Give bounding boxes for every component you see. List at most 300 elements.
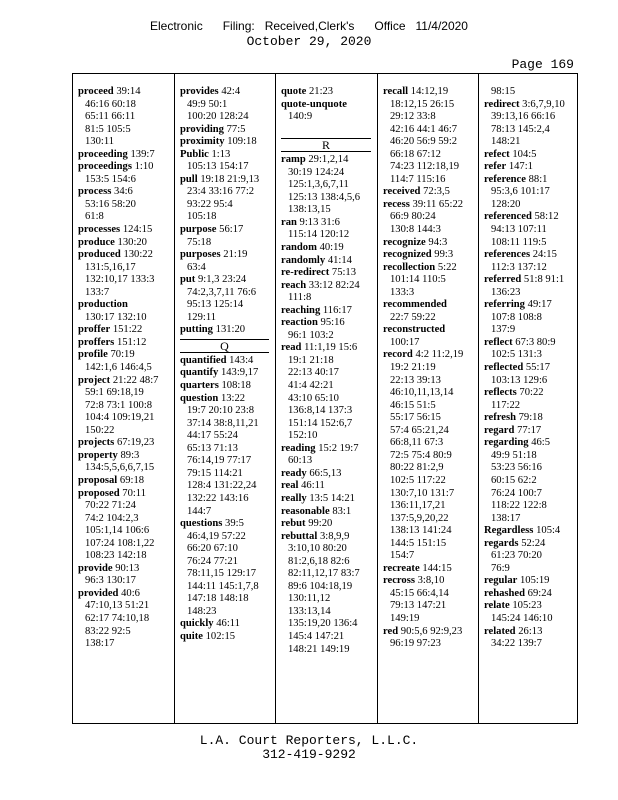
index-entry: [484, 274, 579, 287]
index-column: [73, 74, 174, 723]
page-line-refs: 60:13: [288, 455, 313, 467]
page-line-refs: 130:17 132:10: [85, 311, 147, 323]
page-line-refs: 136:23: [491, 286, 521, 298]
index-word: red: [383, 625, 399, 637]
index-entry: [484, 412, 579, 425]
page-line-refs: 49:17: [527, 299, 552, 311]
page-line-refs: 39:13,16 66:16: [491, 111, 556, 123]
index-entry: [78, 299, 174, 312]
page-line-refs: 96:1 103:2: [288, 329, 334, 341]
reporter-phone: 312-419-9292: [262, 747, 356, 762]
index-entry: [78, 588, 174, 601]
index-entry: [484, 149, 579, 162]
page-line-refs: 125:13 138:4,5,6: [288, 191, 361, 203]
index-entry: [281, 531, 377, 544]
index-entry: [78, 437, 174, 450]
index-continuation: [78, 462, 174, 475]
index-word: produced: [78, 249, 121, 261]
page-line-refs: 130:11,12: [288, 593, 331, 605]
index-entry: [484, 249, 579, 262]
index-word: recollection: [383, 261, 436, 273]
page-line-refs: 74:2 104:2,3: [85, 512, 139, 524]
page-line-refs: 22:13 39:13: [390, 374, 441, 386]
page-line-refs: 105:13 154:17: [187, 161, 249, 173]
page-line-refs: 151:14 152:6,7: [288, 417, 353, 429]
index-word: rehashed: [484, 587, 526, 599]
page-line-refs: 149:19: [390, 612, 420, 624]
index-entry: [78, 375, 174, 388]
index-continuation: [383, 613, 478, 626]
index-continuation: [78, 262, 174, 275]
page-line-refs: 138:13,15: [288, 204, 331, 216]
index-word: record: [383, 349, 413, 361]
page-line-refs: 153:5 154:6: [85, 173, 136, 185]
page-line-refs: 83:1: [332, 505, 352, 517]
index-continuation: [484, 400, 579, 413]
index-entry: [383, 186, 478, 199]
page-line-refs: 46:15 51:5: [390, 399, 436, 411]
page-line-refs: 130:11: [85, 136, 115, 148]
page-line-refs: 144:11 145:1,7,8: [187, 580, 259, 592]
index-entry: [484, 211, 579, 224]
index-entry: [78, 224, 174, 237]
page-line-refs: 114:7 115:16: [390, 173, 446, 185]
page-line-refs: 66:5,13: [309, 467, 342, 479]
index-entry: [180, 380, 275, 393]
page-line-refs: 81:2,6,18 82:6: [288, 555, 350, 567]
index-entry: [484, 387, 579, 400]
index-continuation: [180, 199, 275, 212]
page-line-refs: 30:19 124:24: [288, 166, 345, 178]
index-word: reach: [281, 279, 307, 291]
page-line-refs: 96:19 97:23: [390, 638, 441, 650]
index-entry: [484, 337, 579, 350]
page-line-refs: 95:13 125:14: [187, 299, 244, 311]
index-word: regards: [484, 537, 519, 549]
index-continuation: [281, 405, 377, 418]
index-entry: [484, 525, 579, 538]
index-word: profile: [78, 349, 108, 361]
page-line-refs: 144:5 151:15: [390, 537, 447, 549]
index-entry: [180, 367, 275, 380]
page-line-refs: 70:19: [110, 349, 135, 361]
page-line-refs: 47:10,13 51:21: [85, 600, 150, 612]
index-continuation: [78, 111, 174, 124]
index-word: really: [281, 492, 307, 504]
page-line-refs: 46:11: [301, 480, 325, 492]
index-entry: [281, 86, 377, 99]
index-continuation: [383, 375, 478, 388]
index-word: project: [78, 374, 111, 386]
page-line-refs: 1:10: [134, 161, 154, 173]
index-continuation: [281, 393, 377, 406]
index-continuation: [180, 606, 275, 619]
index-word: quarters: [180, 380, 219, 392]
index-word: reaching: [281, 304, 321, 316]
index-word: recommended: [383, 299, 447, 311]
index-continuation: [484, 224, 579, 237]
page-line-refs: 135:19,20 136:4: [288, 618, 358, 630]
page-line-refs: 88:1: [528, 173, 548, 185]
page-line-refs: 21:23: [308, 86, 334, 97]
index-entry: [281, 99, 377, 112]
index-word: ramp: [281, 154, 306, 166]
index-word: reconstructed: [383, 324, 446, 336]
index-entry: [281, 518, 377, 531]
index-continuation: [281, 179, 377, 192]
index-entry: [281, 280, 377, 293]
page-line-refs: 133:13,14: [288, 605, 331, 617]
filing-stamp: Electronic Filing: Received,Clerk's Office 11/4/2020: [150, 19, 468, 33]
index-word: recross: [383, 575, 415, 587]
page-line-refs: 94:13 107:11: [491, 224, 547, 236]
index-continuation: [78, 174, 174, 187]
index-word: proceedings: [78, 161, 132, 173]
index-word: random: [281, 242, 317, 254]
page-line-refs: 98:15: [491, 86, 516, 97]
index-continuation: [78, 412, 174, 425]
index-continuation: [281, 229, 377, 242]
index-continuation: [281, 543, 377, 556]
index-continuation: [383, 400, 478, 413]
index-continuation: [78, 550, 174, 563]
page-line-refs: 77:5: [226, 123, 246, 135]
index-continuation: [484, 563, 579, 576]
index-continuation: [180, 186, 275, 199]
page-line-refs: 111:8: [288, 292, 312, 304]
index-entry: [78, 186, 174, 199]
index-entry: [78, 349, 174, 362]
index-word: rebuttal: [281, 530, 318, 542]
index-continuation: [180, 468, 275, 481]
index-continuation: [383, 362, 478, 375]
page-line-refs: 78:11,15 129:17: [187, 568, 257, 580]
index-continuation: [180, 111, 275, 124]
index-entry: [484, 437, 579, 450]
page-line-refs: 61:8: [85, 211, 104, 223]
index-word: Public: [180, 148, 209, 160]
page-line-refs: 116:17: [322, 304, 352, 316]
index-continuation: [383, 425, 478, 438]
index-continuation: [78, 613, 174, 626]
letter-heading: R: [281, 138, 371, 152]
index-continuation: [180, 455, 275, 468]
index-word: proximity: [180, 136, 225, 148]
page-line-refs: 108:11 119:5: [491, 236, 547, 248]
page-line-refs: 65:13 71:13: [187, 442, 238, 454]
index-continuation: [484, 86, 579, 99]
index-entry: [78, 161, 174, 174]
index-entry: [484, 362, 579, 375]
page-line-refs: 76:9: [491, 562, 510, 574]
page-line-refs: 105:23: [512, 600, 542, 612]
page-line-refs: 99:3: [434, 249, 454, 261]
index-word: purposes: [180, 249, 221, 261]
page-line-refs: 11:1,19 15:6: [304, 342, 358, 354]
page-line-refs: 40:19: [319, 242, 344, 254]
page-line-refs: 43:10 65:10: [288, 392, 339, 404]
page-line-refs: 117:22: [491, 399, 521, 411]
page-line-refs: 41:4 42:21: [288, 380, 334, 392]
page-line-refs: 148:21: [491, 136, 521, 148]
index-entry: [383, 563, 478, 576]
index-entry: [484, 299, 579, 312]
index-continuation: [383, 174, 478, 187]
index-word: regarding: [484, 437, 529, 449]
page-line-refs: 15:2 19:7: [318, 442, 359, 454]
index-continuation: [383, 412, 478, 425]
index-word: referenced: [484, 211, 532, 223]
index-entry: [78, 563, 174, 576]
index-continuation: [78, 525, 174, 538]
index-continuation: [484, 475, 579, 488]
page-line-refs: 152:10: [288, 430, 318, 442]
index-continuation: [383, 287, 478, 300]
page-line-refs: 132:22 143:16: [187, 492, 249, 504]
index-word: randomly: [281, 254, 326, 266]
index-word: quote-unquote: [281, 98, 347, 110]
page-line-refs: 147:18 148:18: [187, 593, 249, 605]
page-line-refs: 19:1 21:18: [288, 354, 334, 366]
index-entry: [281, 506, 377, 519]
index-entry: [78, 475, 174, 488]
page-line-refs: 81:5 105:5: [85, 123, 131, 135]
index-word: ran: [281, 216, 297, 228]
index-column: [275, 74, 377, 723]
index-continuation: [484, 324, 579, 337]
index-entry: [180, 249, 275, 262]
page-line-refs: 40:6: [121, 587, 140, 599]
index-entry: [383, 86, 478, 99]
index-word: references: [484, 249, 531, 261]
index-continuation: [180, 443, 275, 456]
page-line-refs: 42:16 44:1 46:7: [390, 123, 458, 135]
page-line-refs: 22:7 59:22: [390, 311, 436, 323]
page-line-refs: 70:22: [519, 387, 544, 399]
index-continuation: [180, 161, 275, 174]
page-line-refs: 26:13: [518, 625, 543, 637]
page-line-refs: 65:11 66:11: [85, 111, 136, 123]
page-line-refs: 108:18: [221, 380, 251, 392]
page-line-refs: 96:3 130:17: [85, 575, 136, 587]
page-line-refs: 143:4: [229, 354, 254, 366]
index-entry: [383, 575, 478, 588]
index-word: reflected: [484, 362, 524, 374]
page-line-refs: 44:17 55:24: [187, 430, 238, 442]
index-continuation: [281, 355, 377, 368]
index-continuation: [484, 124, 579, 137]
index-word: putting: [180, 324, 213, 336]
index-continuation: [281, 380, 377, 393]
index-continuation: [180, 262, 275, 275]
index-entry: [281, 480, 377, 493]
page-line-refs: 74:23 112:18,19: [390, 161, 460, 173]
page-line-refs: 148:23: [187, 605, 217, 617]
index-continuation: [180, 480, 275, 493]
index-entry: [78, 86, 174, 99]
page-line-refs: 18:12,15 26:15: [390, 98, 455, 110]
page-line-refs: 133:7: [85, 286, 110, 298]
index-word: real: [281, 480, 299, 492]
index-word: quantify: [180, 367, 219, 379]
page-number: Page 169: [511, 57, 574, 72]
index-entry: [383, 199, 478, 212]
index-entry: [180, 174, 275, 187]
index-entry: [180, 518, 275, 531]
index-word: referring: [484, 299, 525, 311]
page-line-refs: 90:5,6 92:9,23: [400, 625, 463, 637]
index-word: question: [180, 392, 219, 404]
page-line-refs: 13:5 14:21: [309, 492, 355, 504]
page-line-refs: 154:7: [390, 550, 415, 562]
index-continuation: [180, 211, 275, 224]
index-continuation: [484, 312, 579, 325]
page-line-refs: 142:1,6 146:4,5: [85, 362, 152, 374]
index-continuation: [383, 550, 478, 563]
page-line-refs: 72:3,5: [423, 186, 450, 198]
page-line-refs: 148:21 149:19: [288, 643, 350, 655]
index-entry: [281, 342, 377, 355]
index-continuation: [78, 513, 174, 526]
page-line-refs: 100:20 128:24: [187, 111, 249, 123]
page-line-refs: 105:1,14 106:6: [85, 525, 150, 537]
index-entry: [78, 149, 174, 162]
index-continuation: [180, 430, 275, 443]
index-word: quickly: [180, 618, 214, 630]
index-continuation: [180, 568, 275, 581]
index-continuation: [281, 618, 377, 631]
page-line-refs: 131:5,16,17: [85, 261, 136, 273]
page-line-refs: 63:4: [187, 261, 206, 273]
page-line-refs: 69:24: [527, 587, 552, 599]
filing-date: October 29, 2020: [246, 34, 372, 49]
index-word: produce: [78, 236, 115, 248]
index-word: Regardless: [484, 525, 534, 537]
index-entry: [281, 255, 377, 268]
page-line-refs: 124:15: [122, 224, 153, 236]
index-column: [174, 74, 275, 723]
index-continuation: [281, 631, 377, 644]
page-line-refs: 66:18 67:12: [390, 148, 441, 160]
index-entry: [484, 600, 579, 613]
index-continuation: [78, 136, 174, 149]
index-entry: [383, 299, 478, 312]
page-line-refs: 29:12 33:8: [390, 111, 436, 123]
page-line-refs: 39:5: [225, 518, 244, 530]
index-entry: [180, 324, 275, 337]
page-line-refs: 46:4,19 57:22: [187, 530, 246, 542]
page-line-refs: 133:3: [390, 286, 415, 298]
page-line-refs: 129:11: [187, 311, 217, 323]
index-continuation: [180, 418, 275, 431]
page-line-refs: 134:5,5,6,6,7,15: [85, 462, 155, 474]
page-line-refs: 9:1,3 23:24: [197, 274, 247, 286]
index-continuation: [383, 387, 478, 400]
page-line-refs: 109:18: [227, 136, 257, 148]
index-continuation: [78, 626, 174, 639]
page-line-refs: 67:19,23: [116, 437, 155, 449]
index-continuation: [180, 543, 275, 556]
index-continuation: [180, 493, 275, 506]
page-line-refs: 61:23 70:20: [491, 550, 542, 562]
page-line-refs: 95:16: [320, 317, 345, 329]
index-entry: [180, 618, 275, 631]
index-entry: [281, 443, 377, 456]
page-line-refs: 104:4 109:19,21: [85, 412, 155, 424]
index-entry: [180, 274, 275, 287]
index-entry: [180, 224, 275, 237]
page-line-refs: 139:7: [130, 148, 155, 160]
index-entry: [484, 538, 579, 551]
page-line-refs: 145:4 147:21: [288, 630, 345, 642]
page-line-refs: 138:17: [85, 638, 115, 650]
page-line-refs: 144:7: [187, 505, 212, 517]
page-line-refs: 66:9 80:24: [390, 211, 436, 223]
index-continuation: [180, 237, 275, 250]
index-word: processes: [78, 224, 121, 236]
page-line-refs: 151:12: [116, 336, 147, 348]
index-continuation: [78, 538, 174, 551]
page-line-refs: 34:22 139:7: [491, 638, 542, 650]
index-continuation: [78, 400, 174, 413]
index-entry: [281, 305, 377, 318]
index-continuation: [281, 367, 377, 380]
index-continuation: [484, 488, 579, 501]
index-continuation: [78, 287, 174, 300]
page-line-refs: 104:5: [512, 148, 537, 160]
page-line-refs: 66:20 67:10: [187, 543, 238, 555]
page-line-refs: 14:12,19: [410, 86, 449, 97]
page-line-refs: 107:24 108:1,22: [85, 537, 155, 549]
index-continuation: [383, 111, 478, 124]
page-line-refs: 99:20: [308, 518, 333, 530]
page-line-refs: 29:1,2,14: [308, 154, 349, 166]
index-entry: [78, 237, 174, 250]
page-line-refs: 83:22 92:5: [85, 625, 131, 637]
page-line-refs: 150:22: [85, 424, 115, 436]
page-line-refs: 100:17: [390, 336, 420, 348]
index-continuation: [78, 638, 174, 651]
page-line-refs: 95:3,6 101:17: [491, 186, 550, 198]
index-continuation: [383, 500, 478, 513]
index-continuation: [281, 644, 377, 657]
index-column: [377, 74, 478, 723]
letter-heading: Q: [180, 339, 269, 353]
index-continuation: [383, 312, 478, 325]
page-line-refs: 33:12 82:24: [308, 279, 360, 291]
index-word: proffers: [78, 336, 115, 348]
page-line-refs: 76:14,19 77:17: [187, 455, 252, 467]
page-line-refs: 130:20: [117, 236, 147, 248]
index-entry: [383, 237, 478, 250]
page-line-refs: 75:13: [331, 267, 357, 279]
index-word: providing: [180, 123, 224, 135]
index-continuation: [281, 593, 377, 606]
index-box: [72, 73, 578, 724]
index-continuation: [484, 500, 579, 513]
index-continuation: [78, 211, 174, 224]
page-line-refs: 105:4: [536, 525, 561, 537]
index-continuation: [281, 204, 377, 217]
page-line-refs: 49:9 50:1: [187, 98, 228, 110]
index-continuation: [383, 450, 478, 463]
page-line-refs: 79:13 147:21: [390, 600, 447, 612]
page-line-refs: 34:6: [114, 186, 133, 198]
index-continuation: [281, 568, 377, 581]
page-line-refs: 136:8,14 137:3: [288, 405, 353, 417]
page-line-refs: 19:2 21:19: [390, 362, 436, 374]
index-word: reaction: [281, 317, 318, 329]
